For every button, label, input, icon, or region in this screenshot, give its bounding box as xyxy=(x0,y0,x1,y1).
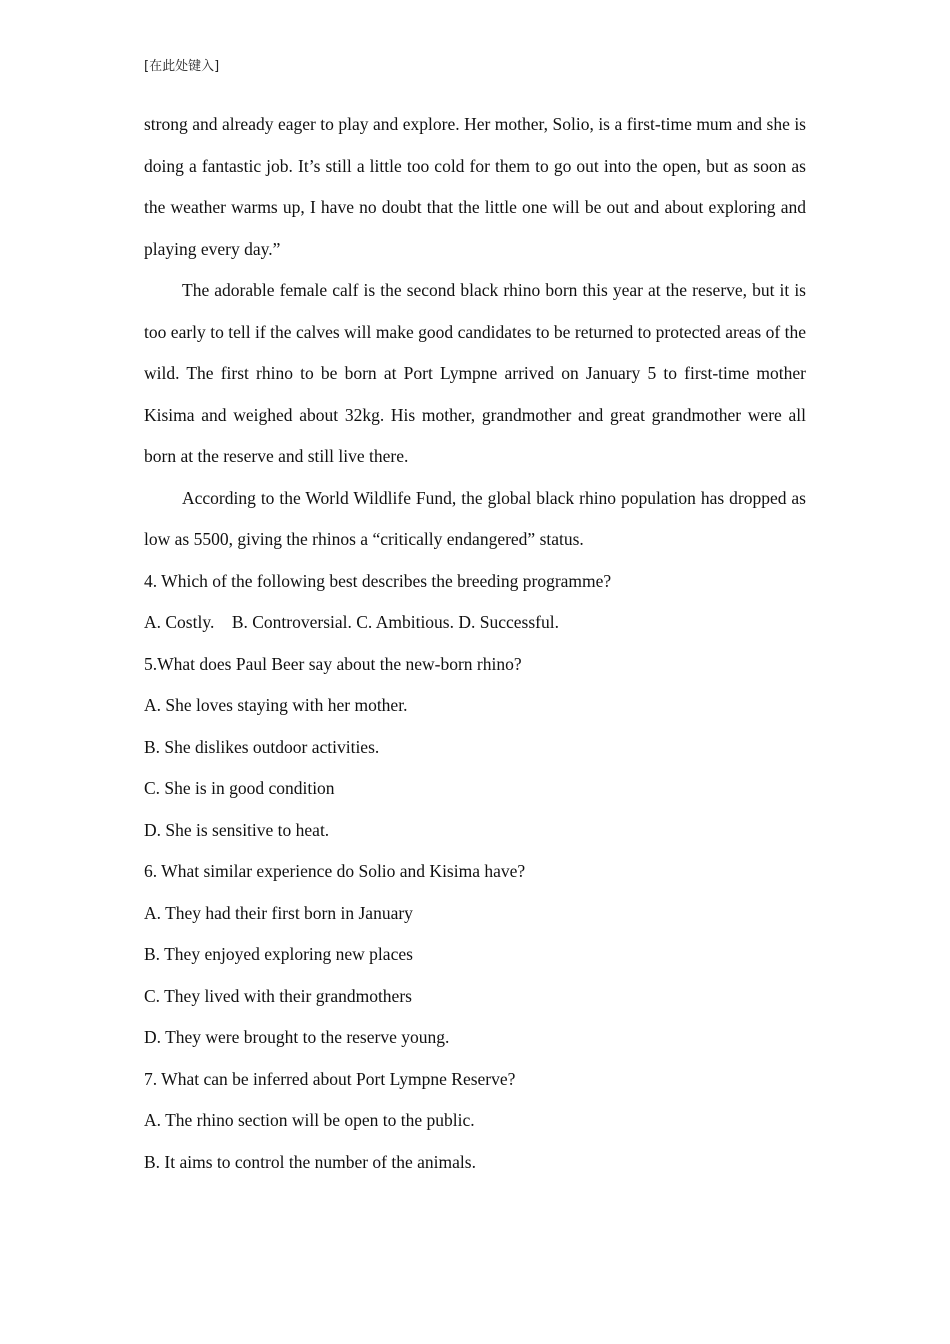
question-6 xyxy=(144,851,806,1059)
question-stem: 5.What does Paul Beer say about the new-born rhino? xyxy=(144,653,522,674)
question-stem: 7. What can be inferred about Port Lympne Reserve? xyxy=(144,1068,516,1089)
question-options: A. Costly. B. Controversial. C. Ambitious. D. Successful. xyxy=(144,612,559,632)
document-body xyxy=(144,104,806,1183)
passage-paragraph-1: strong and already eager to play and explore. Her mother, Solio, is a first-time mum and she is doing a fantastic job. It’s still a little too cold for them to go out into the open, but as soon as the weather warms up, I have no doubt that the little one will be out and about exploring and playing every day.” xyxy=(144,114,806,259)
option-a: A. The rhino section will be open to the public. xyxy=(144,1110,475,1130)
option-a: A. They had their first born in January xyxy=(144,902,413,923)
option-b: B. They enjoyed exploring new places xyxy=(144,944,413,964)
option-c: C. She is in good condition xyxy=(144,778,335,798)
option-b: B. It aims to control the number of the animals. xyxy=(144,1151,476,1172)
option-d: D. She is sensitive to heat. xyxy=(144,819,330,840)
page-header: [在此处键入] xyxy=(144,59,220,74)
question-4 xyxy=(144,561,806,644)
passage-paragraph-2: The adorable female calf is the second black rhino born this year at the reserve, but it is too early to tell if the calves will make good candidates to be returned to protected areas of the wild. The first rhino to be born at Port Lympne arrived on January 5 to first-time mother Kisima and weighed about 32kg. His mother, grandmother and great grandmother were all born at the reserve and still live there. xyxy=(144,280,806,466)
question-7 xyxy=(144,1059,806,1184)
option-a: A. She loves staying with her mother. xyxy=(144,695,408,715)
option-c: C. They lived with their grandmothers xyxy=(144,985,412,1006)
option-d: D. They were brought to the reserve young. xyxy=(144,1027,450,1047)
option-b: B. She dislikes outdoor activities. xyxy=(144,736,380,757)
question-5 xyxy=(144,644,806,852)
passage-paragraph-3: According to the World Wildlife Fund, the global black rhino population has dropped as low as 5500, giving the rhinos a “critically endangered” status. xyxy=(144,487,806,549)
question-stem: 6. What similar experience do Solio and Kisima have? xyxy=(144,861,526,881)
question-stem: 4. Which of the following best describes the breeding programme? xyxy=(144,570,612,591)
